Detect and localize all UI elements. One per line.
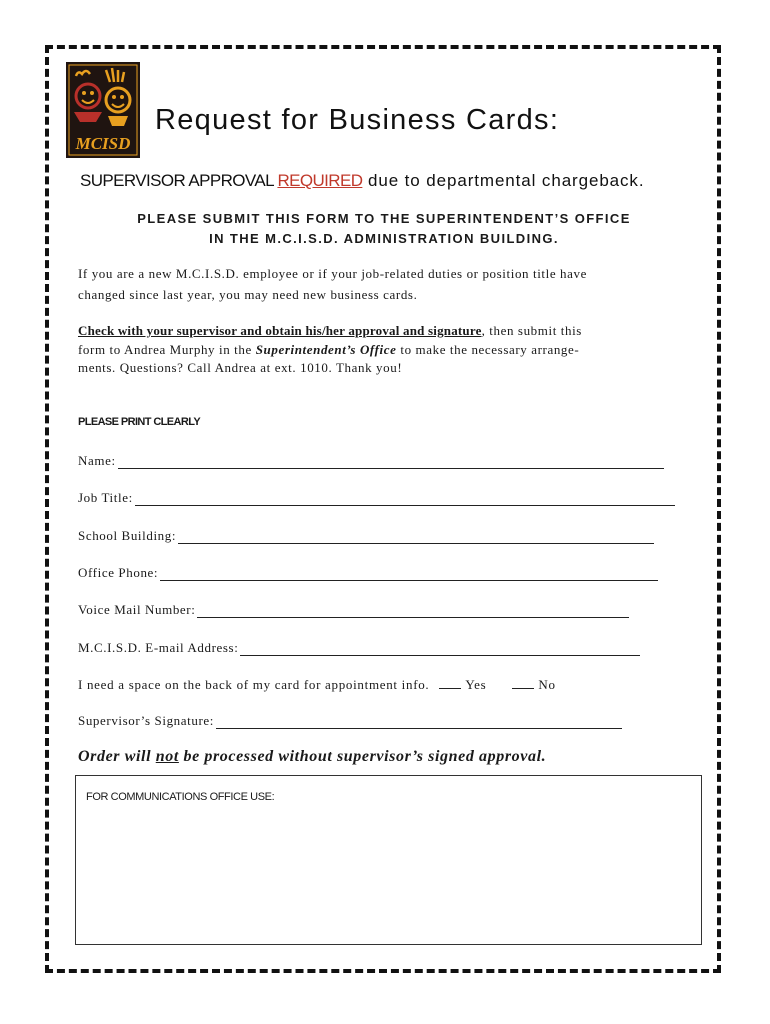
name-input-line[interactable] xyxy=(118,456,664,469)
print-clearly-label: PLEASE PRINT CLEARLY xyxy=(78,416,201,428)
name-field[interactable] xyxy=(78,453,664,469)
check-line-3: ments. Questions? Call Andrea at ext. 1010. Thank you! xyxy=(78,360,403,375)
job-title-field[interactable] xyxy=(78,490,675,506)
mcisd-logo xyxy=(66,62,140,158)
check-line-2-pre: form to Andrea Murphy in the xyxy=(78,342,256,357)
email-input-line[interactable] xyxy=(240,643,640,656)
check-bold-text: Check with your supervisor and obtain his/her approval and signature xyxy=(78,323,482,338)
school-building-field[interactable] xyxy=(78,528,654,544)
email-label: M.C.I.S.D. E-mail Address: xyxy=(78,640,239,655)
page-title: Request for Business Cards: xyxy=(155,104,560,136)
supervisor-signature-field[interactable] xyxy=(78,713,622,729)
supervisor-signature-input-line[interactable] xyxy=(216,716,622,729)
name-label: Name: xyxy=(78,453,116,468)
approval-suffix: due to departmental chargeback. xyxy=(362,171,645,190)
card-space-label: I need a space on the back of my card for appointment info. xyxy=(78,677,430,692)
job-title-label: Job Title: xyxy=(78,490,133,505)
order-warning-pre: Order will xyxy=(78,748,156,765)
yes-label: Yes xyxy=(465,677,487,692)
submit-instruction-line-2: IN THE M.C.I.S.D. ADMINISTRATION BUILDING. xyxy=(209,231,559,246)
card-space-question xyxy=(78,677,556,693)
supervisor-signature-label: Supervisor’s Signature: xyxy=(78,713,214,728)
check-line-2-post: to make the necessary arrange- xyxy=(396,342,580,357)
order-warning-post: be processed without supervisor’s signed approval. xyxy=(178,748,547,765)
submit-instruction-line-1: PLEASE SUBMIT THIS FORM TO THE SUPERINTENDENT’S OFFICE xyxy=(137,211,631,226)
job-title-input-line[interactable] xyxy=(135,493,675,506)
voice-mail-label: Voice Mail Number: xyxy=(78,602,196,617)
office-phone-label: Office Phone: xyxy=(78,565,159,580)
check-line-1 xyxy=(78,323,582,339)
no-label: No xyxy=(538,677,556,692)
check-line-2 xyxy=(78,342,579,358)
office-phone-input-line[interactable] xyxy=(160,568,658,581)
approval-notice xyxy=(80,171,644,191)
superintendents-office-text: Superintendent’s Office xyxy=(255,342,397,357)
order-warning xyxy=(78,748,546,766)
office-use-box xyxy=(75,775,702,945)
no-blank[interactable] xyxy=(512,677,534,689)
voice-mail-input-line[interactable] xyxy=(197,605,629,618)
school-building-input-line[interactable] xyxy=(178,531,654,544)
order-warning-not: not xyxy=(155,748,179,765)
intro-line-1: If you are a new M.C.I.S.D. employee or if your job-related duties or position title have xyxy=(78,266,588,281)
office-use-label: FOR COMMUNICATIONS OFFICE USE: xyxy=(86,791,275,803)
school-building-label: School Building: xyxy=(78,528,177,543)
logo-text: MCISD xyxy=(75,134,131,153)
office-phone-field[interactable] xyxy=(78,565,658,581)
email-field[interactable] xyxy=(78,640,640,656)
voice-mail-field[interactable] xyxy=(78,602,629,618)
intro-line-2: changed since last year, you may need new business cards. xyxy=(78,287,418,302)
required-text: REQUIRED xyxy=(277,171,363,190)
yes-blank[interactable] xyxy=(439,677,461,689)
approval-prefix: SUPERVISOR APPROVAL xyxy=(80,171,278,190)
check-rest-text: , then submit this xyxy=(481,323,582,338)
